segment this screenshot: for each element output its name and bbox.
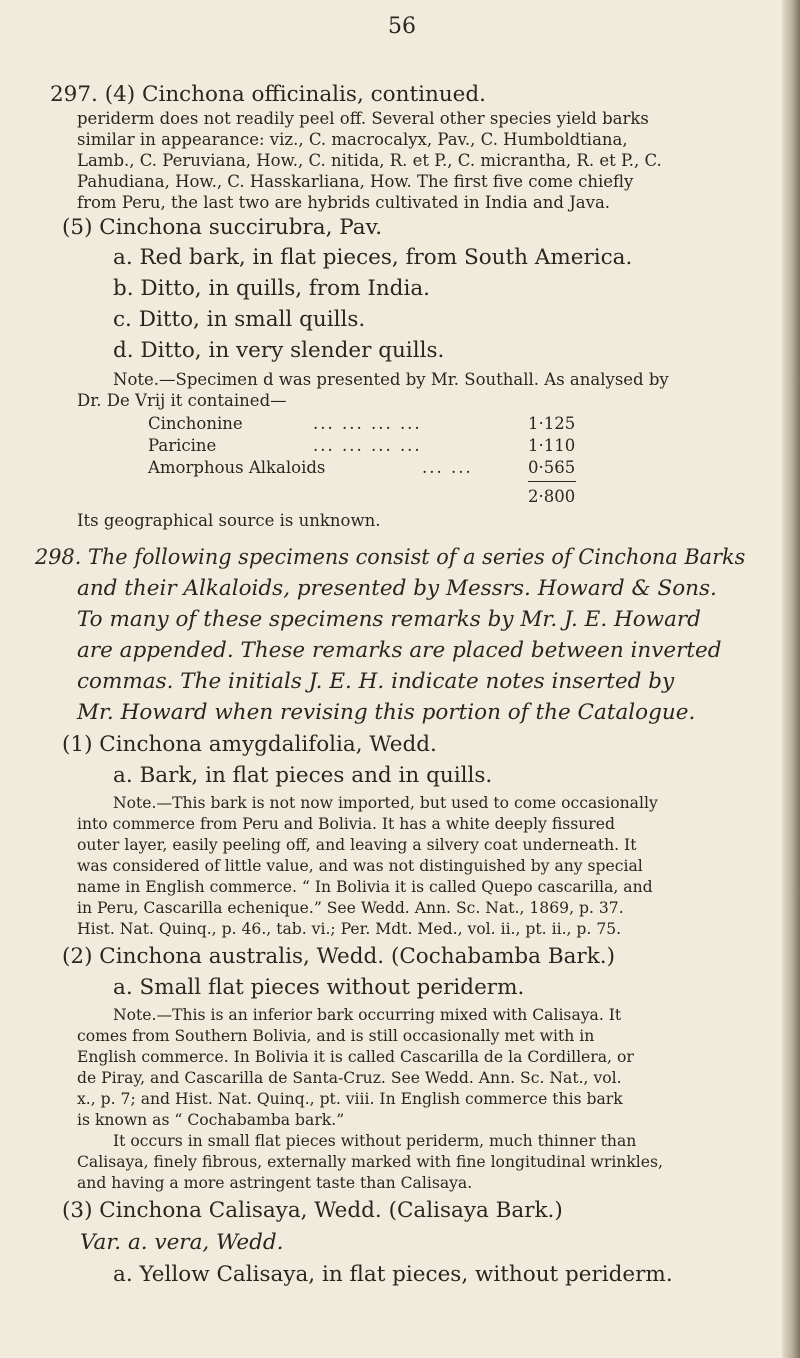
note-line: was considered of little value, and was not distinguished by any special — [77, 857, 643, 875]
species-heading: (2) Cinchona australis, Wedd. (Cochabamba Bark.) — [62, 944, 615, 969]
variety-heading: Var. a. vera, Wedd. — [80, 1230, 284, 1255]
table-row-value: 1·125 — [528, 414, 576, 433]
note-line: Calisaya, finely fibrous, externally marked with fine longitudinal wrinkles, — [77, 1153, 663, 1171]
table-row-leader: ... ... ... ... — [313, 436, 422, 455]
section-297-heading: 297. (4) Cinchona officinalis, continued. — [50, 82, 486, 107]
note-line: It occurs in small flat pieces without periderm, much thinner than — [113, 1132, 637, 1150]
text-line: commas. The initials J. E. H. indicate notes inserted by — [77, 669, 675, 694]
note-line: comes from Southern Bolivia, and is still occasionally met with in — [77, 1027, 595, 1045]
note-line: Note.—This bark is not now imported, but used to come occasionally — [113, 794, 658, 812]
text-line: are appended. These remarks are placed between inverted — [77, 638, 722, 663]
table-row-label: Cinchonine — [148, 414, 243, 433]
table-row-leader: ... ... ... ... — [313, 414, 422, 433]
total-rule — [528, 481, 576, 482]
note-line: and having a more astringent taste than Calisaya. — [77, 1174, 473, 1192]
specimen-item: a. Yellow Calisaya, in flat pieces, without periderm. — [113, 1262, 673, 1287]
specimen-item: a. Small flat pieces without periderm. — [113, 975, 525, 1000]
text-line: Pahudiana, How., C. Hasskarliana, How. The first five come chiefly — [77, 172, 634, 191]
text-line: from Peru, the last two are hybrids cultivated in India and Java. — [77, 193, 611, 212]
note-line: de Piray, and Cascarilla de Santa-Cruz. See Wedd. Ann. Sc. Nat., vol. — [77, 1069, 622, 1087]
text-line: Lamb., C. Peruviana, How., C. nitida, R. et P., C. micrantha, R. et P., C. — [77, 151, 662, 170]
table-row-label: Amorphous Alkaloids — [148, 458, 326, 477]
note-line: Hist. Nat. Quinq., p. 46., tab. vi.; Per. Mdt. Med., vol. ii., pt. ii., p. 75. — [77, 920, 622, 938]
specimen-item: b. Ditto, in quills, from India. — [113, 276, 430, 301]
note-line: in Peru, Cascarilla echenique.” See Wedd. Ann. Sc. Nat., 1869, p. 37. — [77, 899, 624, 917]
note-line: Dr. De Vrij it contained— — [77, 391, 287, 410]
text-line: periderm does not readily peel off. Several other species yield barks — [77, 109, 649, 128]
note-line: x., p. 7; and Hist. Nat. Quinq., pt. viii. In English commerce this bark — [77, 1090, 623, 1108]
species-heading: (3) Cinchona Calisaya, Wedd. (Calisaya Bark.) — [62, 1198, 563, 1223]
note-line: is known as “ Cochabamba bark.” — [77, 1111, 345, 1129]
table-row-value: 0·565 — [528, 458, 576, 477]
specimen-item: c. Ditto, in small quills. — [113, 307, 366, 332]
text-line: To many of these specimens remarks by Mr. J. E. Howard — [77, 607, 701, 632]
note-line: English commerce. In Bolivia it is called Cascarilla de la Cordillera, or — [77, 1048, 634, 1066]
text-line: Its geographical source is unknown. — [77, 511, 381, 530]
note-line: into commerce from Peru and Bolivia. It has a white deeply fissured — [77, 815, 615, 833]
table-row-label: Paricine — [148, 436, 217, 455]
note-line: outer layer, easily peeling off, and leaving a silvery coat underneath. It — [77, 836, 637, 854]
text-line: similar in appearance: viz., C. macrocalyx, Pav., C. Humboldtiana, — [77, 130, 628, 149]
species-heading: (1) Cinchona amygdalifolia, Wedd. — [62, 732, 437, 757]
table-row-value: 1·110 — [528, 436, 576, 455]
species-heading: (5) Cinchona succirubra, Pav. — [62, 215, 383, 240]
specimen-item: a. Bark, in flat pieces and in quills. — [113, 763, 493, 788]
note-line: Note.—Specimen d was presented by Mr. Southall. As analysed by — [113, 370, 669, 389]
text-line: and their Alkaloids, presented by Messrs. Howard & Sons. — [77, 576, 717, 601]
page-edge-shadow — [782, 0, 800, 1358]
note-line: Note.—This is an inferior bark occurring mixed with Calisaya. It — [113, 1006, 622, 1024]
table-total: 2·800 — [528, 487, 576, 506]
text-line: Mr. Howard when revising this portion of the Catalogue. — [77, 700, 696, 725]
specimen-item: d. Ditto, in very slender quills. — [113, 338, 445, 363]
page-number: 56 — [388, 14, 416, 39]
note-line: name in English commerce. “ In Bolivia it is called Quepo cascarilla, and — [77, 878, 653, 896]
specimen-item: a. Red bark, in flat pieces, from South America. — [113, 245, 633, 270]
table-row-leader: ... ... — [422, 458, 473, 477]
section-298-heading: 298. The following specimens consist of a series of Cinchona Barks — [35, 545, 746, 570]
